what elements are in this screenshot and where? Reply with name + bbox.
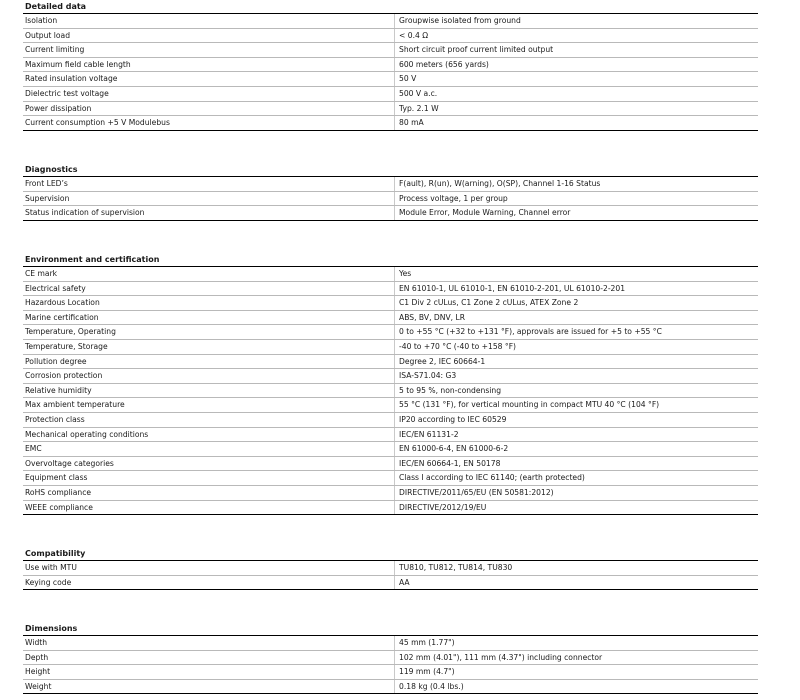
row-label: Dielectric test voltage	[25, 88, 109, 98]
row-value: IEC/EN 60664-1, EN 50178	[394, 457, 758, 471]
section-title: Dimensions	[23, 622, 758, 636]
row-label: Hazardous Location	[25, 298, 100, 308]
row-label: WEEE compliance	[25, 502, 93, 512]
row-value: Yes	[394, 267, 758, 281]
section-compatibility	[23, 547, 758, 590]
row-label: RoHS compliance	[25, 487, 92, 497]
row-value: C1 Div 2 cULus, C1 Zone 2 cULus, ATEX Zone 2	[394, 296, 758, 310]
section-diagnostics	[23, 163, 758, 221]
row-value: DIRECTIVE/2011/65/EU (EN 50581:2012)	[394, 486, 758, 500]
table-row	[23, 636, 758, 651]
row-label: Output load	[25, 30, 71, 40]
row-value: 80 mA	[394, 116, 758, 130]
row-value: Degree 2, IEC 60664-1	[394, 355, 758, 369]
table-row	[23, 29, 758, 44]
table-row	[23, 267, 758, 282]
row-value: Typ. 2.1 W	[394, 102, 758, 116]
table-row	[23, 58, 758, 73]
row-label: Corrosion protection	[25, 371, 103, 381]
table-row	[23, 102, 758, 117]
table-row	[23, 325, 758, 340]
row-label: Temperature, Storage	[25, 341, 108, 351]
section-environment-certification	[23, 253, 758, 515]
table-row	[23, 384, 758, 399]
table-row	[23, 355, 758, 370]
table-row	[23, 413, 758, 428]
row-label: Height	[25, 667, 51, 677]
row-label: Equipment class	[25, 473, 88, 483]
row-value: 50 V	[394, 72, 758, 86]
row-label: Protection class	[25, 414, 85, 424]
table-row	[23, 398, 758, 413]
table-row	[23, 340, 758, 355]
row-value: DIRECTIVE/2012/19/EU	[394, 501, 758, 515]
row-value: 500 V a.c.	[394, 87, 758, 101]
table-row	[23, 72, 758, 87]
table-row	[23, 177, 758, 192]
table-row	[23, 561, 758, 576]
table-row	[23, 442, 758, 457]
row-label: Overvoltage categories	[25, 458, 114, 468]
row-value: < 0.4 Ω	[394, 29, 758, 43]
row-label: Isolation	[25, 16, 58, 25]
row-value: Class I according to IEC 61140; (earth protected)	[394, 471, 758, 485]
row-label: Power dissipation	[25, 103, 92, 113]
row-value: ABS, BV, DNV, LR	[394, 311, 758, 325]
row-label: Use with MTU	[25, 563, 77, 572]
table-row	[23, 428, 758, 443]
row-value: IEC/EN 61131-2	[394, 428, 758, 442]
section-title: Diagnostics	[23, 163, 758, 177]
row-label: Pollution degree	[25, 356, 87, 366]
row-label: Relative humidity	[25, 385, 92, 395]
table-row	[23, 116, 758, 131]
section-title: Compatibility	[23, 547, 758, 561]
row-value: 119 mm (4.7")	[394, 665, 758, 679]
row-value: Process voltage, 1 per group	[394, 192, 758, 206]
row-label: Temperature, Operating	[25, 327, 116, 337]
table-row	[23, 87, 758, 102]
row-value: 102 mm (4.01"), 111 mm (4.37") including connector	[394, 651, 758, 665]
table-row	[23, 576, 758, 591]
row-value: 5 to 95 %, non-condensing	[394, 384, 758, 398]
table-row	[23, 369, 758, 384]
row-value: 45 mm (1.77")	[394, 636, 758, 650]
row-label: Current limiting	[25, 45, 85, 55]
table-row	[23, 665, 758, 680]
row-label: Width	[25, 638, 48, 647]
table-row	[23, 206, 758, 221]
row-value: Module Error, Module Warning, Channel error	[394, 206, 758, 220]
table-row	[23, 311, 758, 326]
row-value: EN 61010-1, UL 61010-1, EN 61010-2-201, UL 61010-2-201	[394, 282, 758, 296]
table-row	[23, 680, 758, 695]
section-title: Detailed data	[23, 0, 758, 14]
section-title: Environment and certification	[23, 253, 758, 267]
row-label: Keying code	[25, 577, 72, 587]
row-value: TU810, TU812, TU814, TU830	[394, 561, 758, 575]
row-label: Marine certification	[25, 312, 99, 322]
row-label: Mechanical operating conditions	[25, 429, 149, 439]
row-value: Short circuit proof current limited output	[394, 43, 758, 57]
row-label: Electrical safety	[25, 283, 86, 293]
table-row	[23, 651, 758, 666]
row-value: AA	[394, 576, 758, 590]
row-value: 55 °C (131 °F), for vertical mounting in compact MTU 40 °C (104 °F)	[394, 398, 758, 412]
row-label: Current consumption +5 V Modulebus	[25, 118, 170, 128]
row-label: Weight	[25, 681, 52, 691]
row-label: Front LED’s	[25, 179, 68, 188]
row-label: Supervision	[25, 193, 70, 203]
row-value: IP20 according to IEC 60529	[394, 413, 758, 427]
row-label: CE mark	[25, 269, 58, 278]
row-value: 0.18 kg (0.4 lbs.)	[394, 680, 758, 694]
row-label: Maximum field cable length	[25, 59, 131, 69]
section-dimensions	[23, 622, 758, 694]
section-detailed-data	[23, 0, 758, 131]
row-label: Status indication of supervision	[25, 208, 145, 218]
row-value: Groupwise isolated from ground	[394, 14, 758, 28]
row-value: F(ault), R(un), W(arning), O(SP), Channel 1-16 Status	[394, 177, 758, 191]
row-value: ISA-S71.04: G3	[394, 369, 758, 383]
table-row	[23, 192, 758, 207]
row-value: 0 to +55 °C (+32 to +131 °F), approvals are issued for +5 to +55 °C	[394, 325, 758, 339]
table-row	[23, 486, 758, 501]
row-label: Depth	[25, 652, 49, 662]
row-label: Max ambient temperature	[25, 400, 125, 410]
table-row	[23, 43, 758, 58]
table-row	[23, 14, 758, 29]
row-value: 600 meters (656 yards)	[394, 58, 758, 72]
row-value: -40 to +70 °C (-40 to +158 °F)	[394, 340, 758, 354]
table-row	[23, 501, 758, 516]
table-row	[23, 282, 758, 297]
row-label: EMC	[25, 444, 42, 454]
row-label: Rated insulation voltage	[25, 74, 118, 84]
row-value: EN 61000-6-4, EN 61000-6-2	[394, 442, 758, 456]
table-row	[23, 296, 758, 311]
table-row	[23, 457, 758, 472]
table-row	[23, 471, 758, 486]
